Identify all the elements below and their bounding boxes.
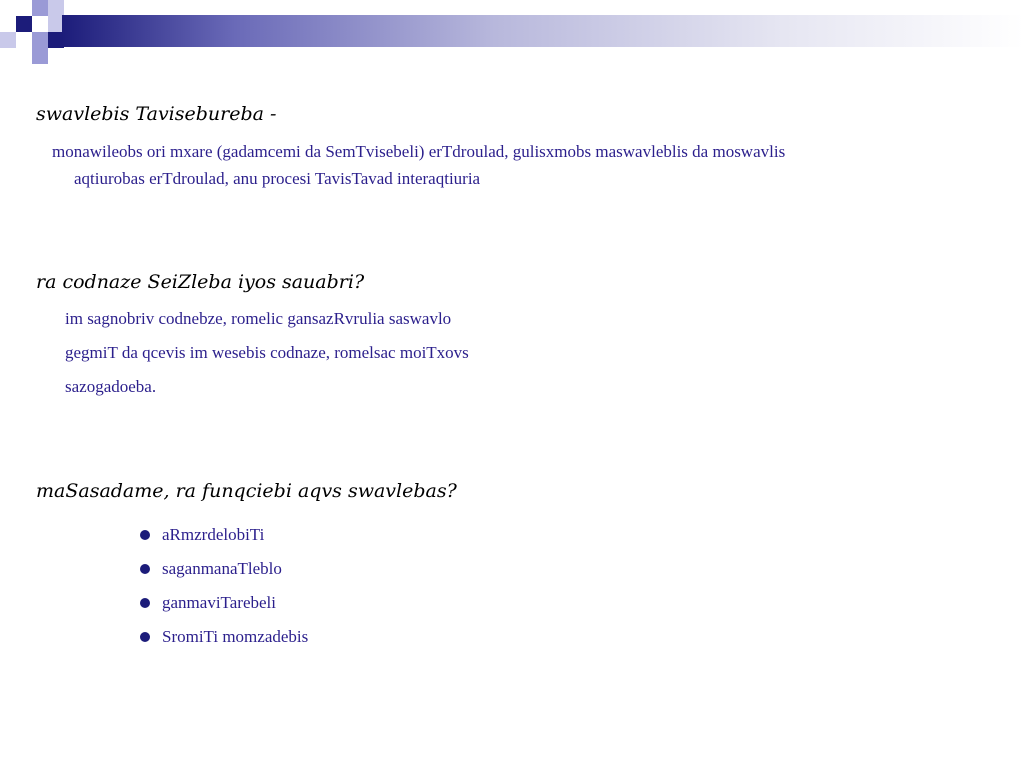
section2-heading: ra codnaze SeiZleba iyos sauabri? (36, 271, 365, 293)
list-item (140, 586, 308, 620)
section2-line3: sazogadoeba. (65, 377, 157, 396)
list-item-label: aRmzrdelobiTi (162, 525, 265, 544)
decor-square (16, 16, 32, 32)
bullet-icon (140, 632, 150, 642)
list-item (140, 620, 308, 654)
bullet-icon (140, 530, 150, 540)
function-list (140, 518, 308, 654)
list-item (140, 518, 308, 552)
section2-line2: gegmiT da qcevis im wesebis codnaze, romelsac moiTxovs (65, 343, 469, 362)
section2-line1: im sagnobriv codnebze, romelic gansazRvrulia saswavlo (65, 309, 452, 328)
section3-heading: maSasadame, ra funqciebi aqvs swavlebas? (36, 480, 457, 502)
decor-square (48, 0, 64, 16)
header-gradient-bar (62, 15, 1024, 47)
bullet-icon (140, 564, 150, 574)
bullet-icon (140, 598, 150, 608)
decor-square (0, 32, 16, 48)
decor-square (32, 0, 48, 16)
list-item (140, 552, 308, 586)
section1-line2: aqtiurobas erTdroulad, anu procesi TavisTavad interaqtiuria (74, 169, 481, 188)
list-item-label: SromiTi momzadebis (162, 627, 309, 646)
section1-heading: swavlebis Tavisebureba - (36, 103, 277, 125)
decor-square (32, 48, 48, 64)
list-item-label: saganmanaTleblo (162, 559, 282, 578)
list-item-label: ganmaviTarebeli (162, 593, 276, 612)
section1-line1: monawileobs ori mxare (gadamcemi da SemTvisebeli) erTdroulad, gulisxmobs maswavleblis da moswavlis (52, 142, 786, 161)
decor-square (32, 32, 48, 48)
